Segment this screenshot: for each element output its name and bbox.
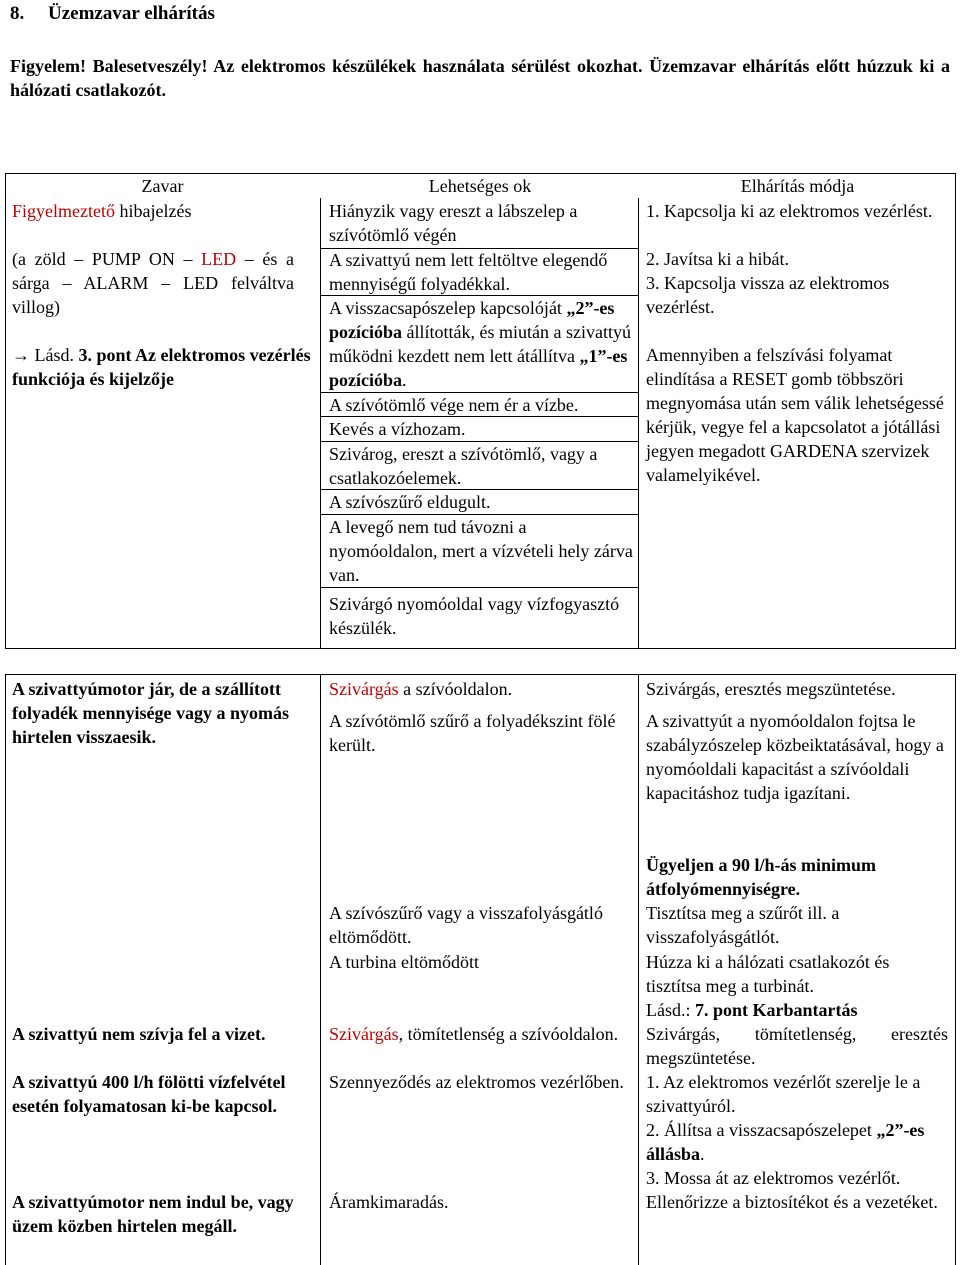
cause-item: Szivárgás, tömítetlenség a szívóoldalon. (329, 1024, 619, 1044)
remedy-step: 1. Az elektromos vezérlőt szerelje le a szivattyúról. (646, 1072, 921, 1116)
cause-item: Kevés a vízhozam. (329, 419, 466, 439)
remedy-step: 3. Kapcsolja vissza az elektromos vezérlést. (646, 273, 890, 317)
fault-title: Figyelmeztető hibajelzés (12, 201, 192, 221)
cause-item: A szivattyú nem lett feltöltve elegendő mennyiségű folyadékkal. (329, 250, 608, 294)
cause-item: Szennyeződés az elektromos vezérlőben. (329, 1072, 624, 1092)
cause-item: Szivárgás a szívóoldalon. (329, 679, 513, 699)
table1-border-left (5, 173, 6, 649)
section-title: Üzemzavar elhárítás (48, 3, 215, 24)
cause-item: A visszacsapószelep kapcsolóját „2”-es pozícióba állították, és miután a szivattyú működni kezdett nem lett átállítva „1”-es pozícióba. (329, 298, 631, 390)
remedy-step: A szivattyút a nyomóoldalon fojtsa le szabályzószelep közbeiktatásával, hogy a nyomóoldali kapacitást a szívóoldali kapacitáshoz tudja igazítani. (646, 711, 944, 803)
table1-border-right (955, 173, 956, 649)
fault-description: A szivattyú 400 l/h fölötti vízfelvétel esetén folyamatosan ki-be kapcsol. (12, 1072, 286, 1116)
remedy-note: Amennyiben a felszívási folyamat elindítása a RESET gomb többszöri megnyomása után sem válik lehetségessé kérjük, vegye fel a kapcsolatot a jótállási jegyen megadott GARDENA szervizek valamelyikével. (646, 345, 944, 485)
table2-col-divider-2 (638, 674, 639, 1265)
table2-col-divider-1 (320, 674, 321, 1265)
led-label: LED (201, 249, 237, 269)
cause-item: A szívótömlő szűrő a folyadékszint fölé került. (329, 711, 616, 755)
fault-description: A szivattyúmotor jár, de a szállított folyadék mennyisége vagy a nyomás hirtelen visszaesik. (12, 679, 290, 747)
leak-label: Szivárgás (329, 679, 399, 699)
safety-warning: Figyelem! Balesetveszély! Az elektromos készülékek használata sérülést okozhat. Üzemzavar elhárítás előtt húzzuk ki a hálózati csatlakozót. (10, 56, 950, 100)
table1-border-bottom (5, 648, 956, 649)
column-header-cause: Lehetséges ok (428, 176, 532, 196)
remedy-step: 1. Kapcsolja ki az elektromos vezérlést. (646, 201, 933, 221)
warning-label: Figyelmeztető (12, 201, 115, 221)
cause-item: Szivárgó nyomóoldal vagy vízfogyasztó készülék. (329, 594, 620, 638)
cause-item: A turbina eltömődött (329, 952, 479, 972)
table2-border-top (5, 674, 956, 675)
column-header-remedy: Elhárítás módja (740, 176, 855, 196)
table2-border-left (5, 674, 6, 1265)
arrow-icon: → (12, 345, 30, 365)
remedy-step: Szivárgás, eresztés megszüntetése. (646, 679, 896, 699)
cause-item: A szívószűrő eldugult. (329, 492, 491, 512)
section-number: 8. (10, 3, 25, 24)
cause-item: A szívótömlő vége nem ér a vízbe. (329, 395, 579, 415)
remedy-step: 2. Állítsa a visszacsapószelepet „2”-es állásba. (646, 1120, 925, 1164)
remedy-step: 3. Mossa át az elektromos vezérlőt. (646, 1168, 901, 1188)
remedy-step: 2. Javítsa ki a hibát. (646, 249, 789, 269)
table1-col-divider-2 (638, 198, 639, 649)
column-header-fault: Zavar (141, 176, 184, 196)
table1-col-divider-1 (320, 198, 321, 649)
cause-item: A levegő nem tud távozni a nyomóoldalon, mert a vízvételi hely zárva van. (329, 517, 633, 585)
cause-item: Áramkimaradás. (329, 1192, 449, 1212)
cause-item: A szívószűrő vagy a visszafolyásgátló eltömődött. (329, 903, 603, 947)
see-reference: → Lásd. 3. pont Az elektromos vezérlés funkciója és kijelzője (12, 345, 311, 389)
remedy-step: Tisztítsa meg a szűrőt ill. a visszafolyásgátlót. (646, 903, 840, 947)
remedy-note: Ügyeljen a 90 l/h-ás minimum átfolyómennyiségre. (646, 855, 877, 899)
fault-description: (a zöld – PUMP ON – LED – és a sárga – ALARM – LED felváltva villog) (12, 249, 294, 317)
fault-description: A szivattyú nem szívja fel a vizet. (12, 1024, 266, 1044)
fault-description: A szivattyúmotor nem indul be, vagy üzem közben hirtelen megáll. (12, 1192, 294, 1236)
section-heading (10, 2, 215, 26)
cause-item: Szivárog, ereszt a szívótömlő, vagy a csatlakozóelemek. (329, 444, 598, 488)
leak-label: Szivárgás (329, 1024, 399, 1044)
remedy-step: Szivárgás, tömítetlenség, eresztés megszüntetése. (646, 1024, 948, 1068)
cause-item: Hiányzik vagy ereszt a lábszelep a szívótömlő végén (329, 201, 578, 245)
cause-separator (321, 587, 638, 588)
remedy-reference: Lásd.: 7. pont Karbantartás (646, 1000, 858, 1020)
table2-border-right (955, 674, 956, 1265)
remedy-step: Húzza ki a hálózati csatlakozót és tisztítsa meg a turbinát. (646, 952, 890, 996)
remedy-step: Ellenőrizze a biztosítékot és a vezetéket. (646, 1192, 938, 1212)
